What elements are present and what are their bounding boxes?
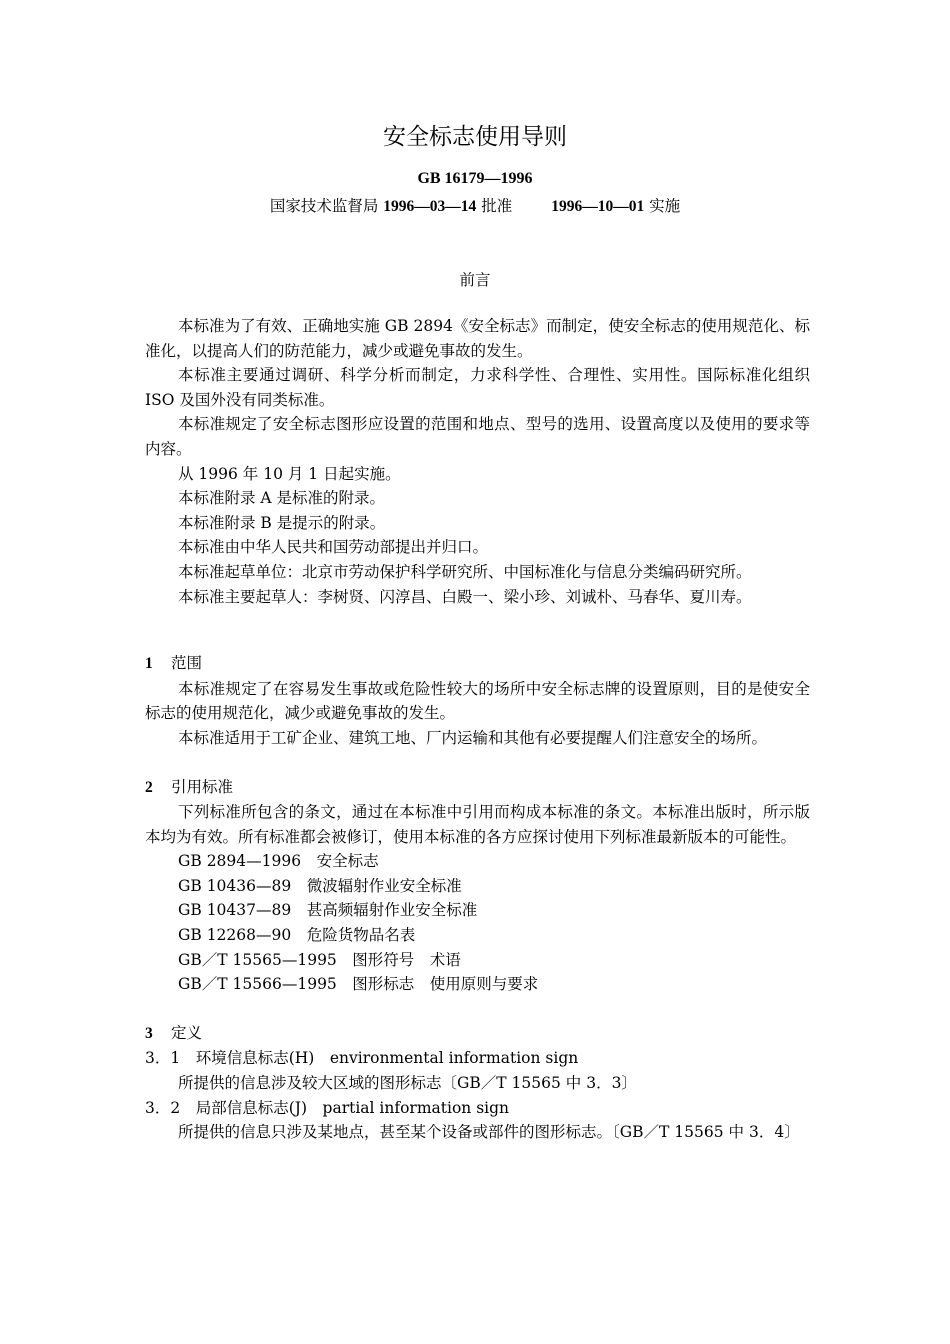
section-number: 1	[145, 655, 153, 673]
effective-label: 实施	[649, 197, 681, 215]
section-para: 本标准适用于工矿企业、建筑工地、厂内运输和其他有必要提醒人们注意安全的场所。	[178, 728, 768, 747]
section-number: 3	[145, 1024, 153, 1042]
section-heading-references	[145, 775, 810, 801]
approve-date: 1996—03—14	[383, 198, 477, 215]
approve-label: 批准	[481, 197, 513, 215]
standard-code: GB 16179—1996	[417, 170, 533, 187]
reference-item: GB 10436—89 微波辐射作业安全标准	[178, 876, 462, 895]
reference-item: GB 10437—89 甚高频辐射作业安全标准	[178, 901, 478, 920]
foreword-para: 从 1996 年 10 月 1 日起实施。	[178, 464, 401, 483]
section-heading-scope	[145, 651, 810, 677]
section-title: 范围	[171, 654, 203, 673]
section-para: 本标准规定了在容易发生事故或危险性较大的场所中安全标志牌的设置原则，目的是使安全标志的使用规范化，减少或避免事故的发生。	[145, 679, 810, 723]
foreword-para: 本标准附录 A 是标准的附录。	[178, 489, 386, 508]
reference-item: GB 2894—1996 安全标志	[178, 852, 379, 871]
foreword-para: 本标准起草单位：北京市劳动保护科学研究所、中国标准化与信息分类编码研究所。	[178, 562, 752, 581]
foreword-para: 本标准主要起草人：李树贤、闪淳昌、白殿一、梁小珍、刘诚朴、马春华、夏川寿。	[178, 587, 752, 606]
definition-body: 所提供的信息涉及较大区域的图形标志〔GB／T 15565 中 3．3〕	[178, 1074, 637, 1093]
definition-heading: 3．1 环境信息标志(H) environmental information sign	[145, 1049, 579, 1068]
section-heading-definitions	[145, 1021, 810, 1047]
section-title: 引用标准	[171, 777, 234, 796]
section-title: 定义	[171, 1023, 203, 1042]
foreword-para: 本标准为了有效、正确地实施 GB 2894《安全标志》而制定，使安全标志的使用规范化、标准化，以提高人们的防范能力，减少或避免事故的发生。	[145, 317, 810, 360]
reference-item: GB／T 15565—1995 图形符号 术语	[178, 950, 461, 969]
approval-line	[0, 194, 950, 216]
reference-item: GB 12268—90 危险货物品名表	[178, 926, 416, 945]
foreword-para: 本标准主要通过调研、科学分析而制定，力求科学性、合理性、实用性。国际标准化组织 ISO 及国外没有同类标准。	[145, 366, 810, 409]
effective-date: 1996—10—01	[551, 198, 645, 215]
foreword-para: 本标准规定了安全标志图形应设置的范围和地点、型号的选用、设置高度以及使用的要求等内容。	[145, 415, 810, 458]
issuer: 国家技术监督局	[269, 197, 379, 215]
definition-body: 所提供的信息只涉及某地点，甚至某个设备或部件的图形标志。〔GB／T 15565 中 3．4〕	[178, 1123, 800, 1142]
foreword-para: 本标准附录 B 是提示的附录。	[178, 513, 386, 532]
reference-item: GB／T 15566—1995 图形标志 使用原则与要求	[178, 975, 539, 994]
doc-title: 安全标志使用导则	[383, 124, 567, 150]
definition-heading: 3．2 局部信息标志(J) partial information sign	[145, 1098, 510, 1117]
foreword-heading: 前言	[459, 271, 491, 289]
section-para: 下列标准所包含的条文，通过在本标准中引用而构成本标准的条文。本标准出版时，所示版本均为有效。所有标准都会被修订，使用本标准的各方应探讨使用下列标准最新版本的可能性。	[145, 803, 810, 846]
foreword-para: 本标准由中华人民共和国劳动部提出并归口。	[178, 538, 489, 557]
section-number: 2	[145, 778, 153, 796]
document-body	[145, 314, 810, 1145]
